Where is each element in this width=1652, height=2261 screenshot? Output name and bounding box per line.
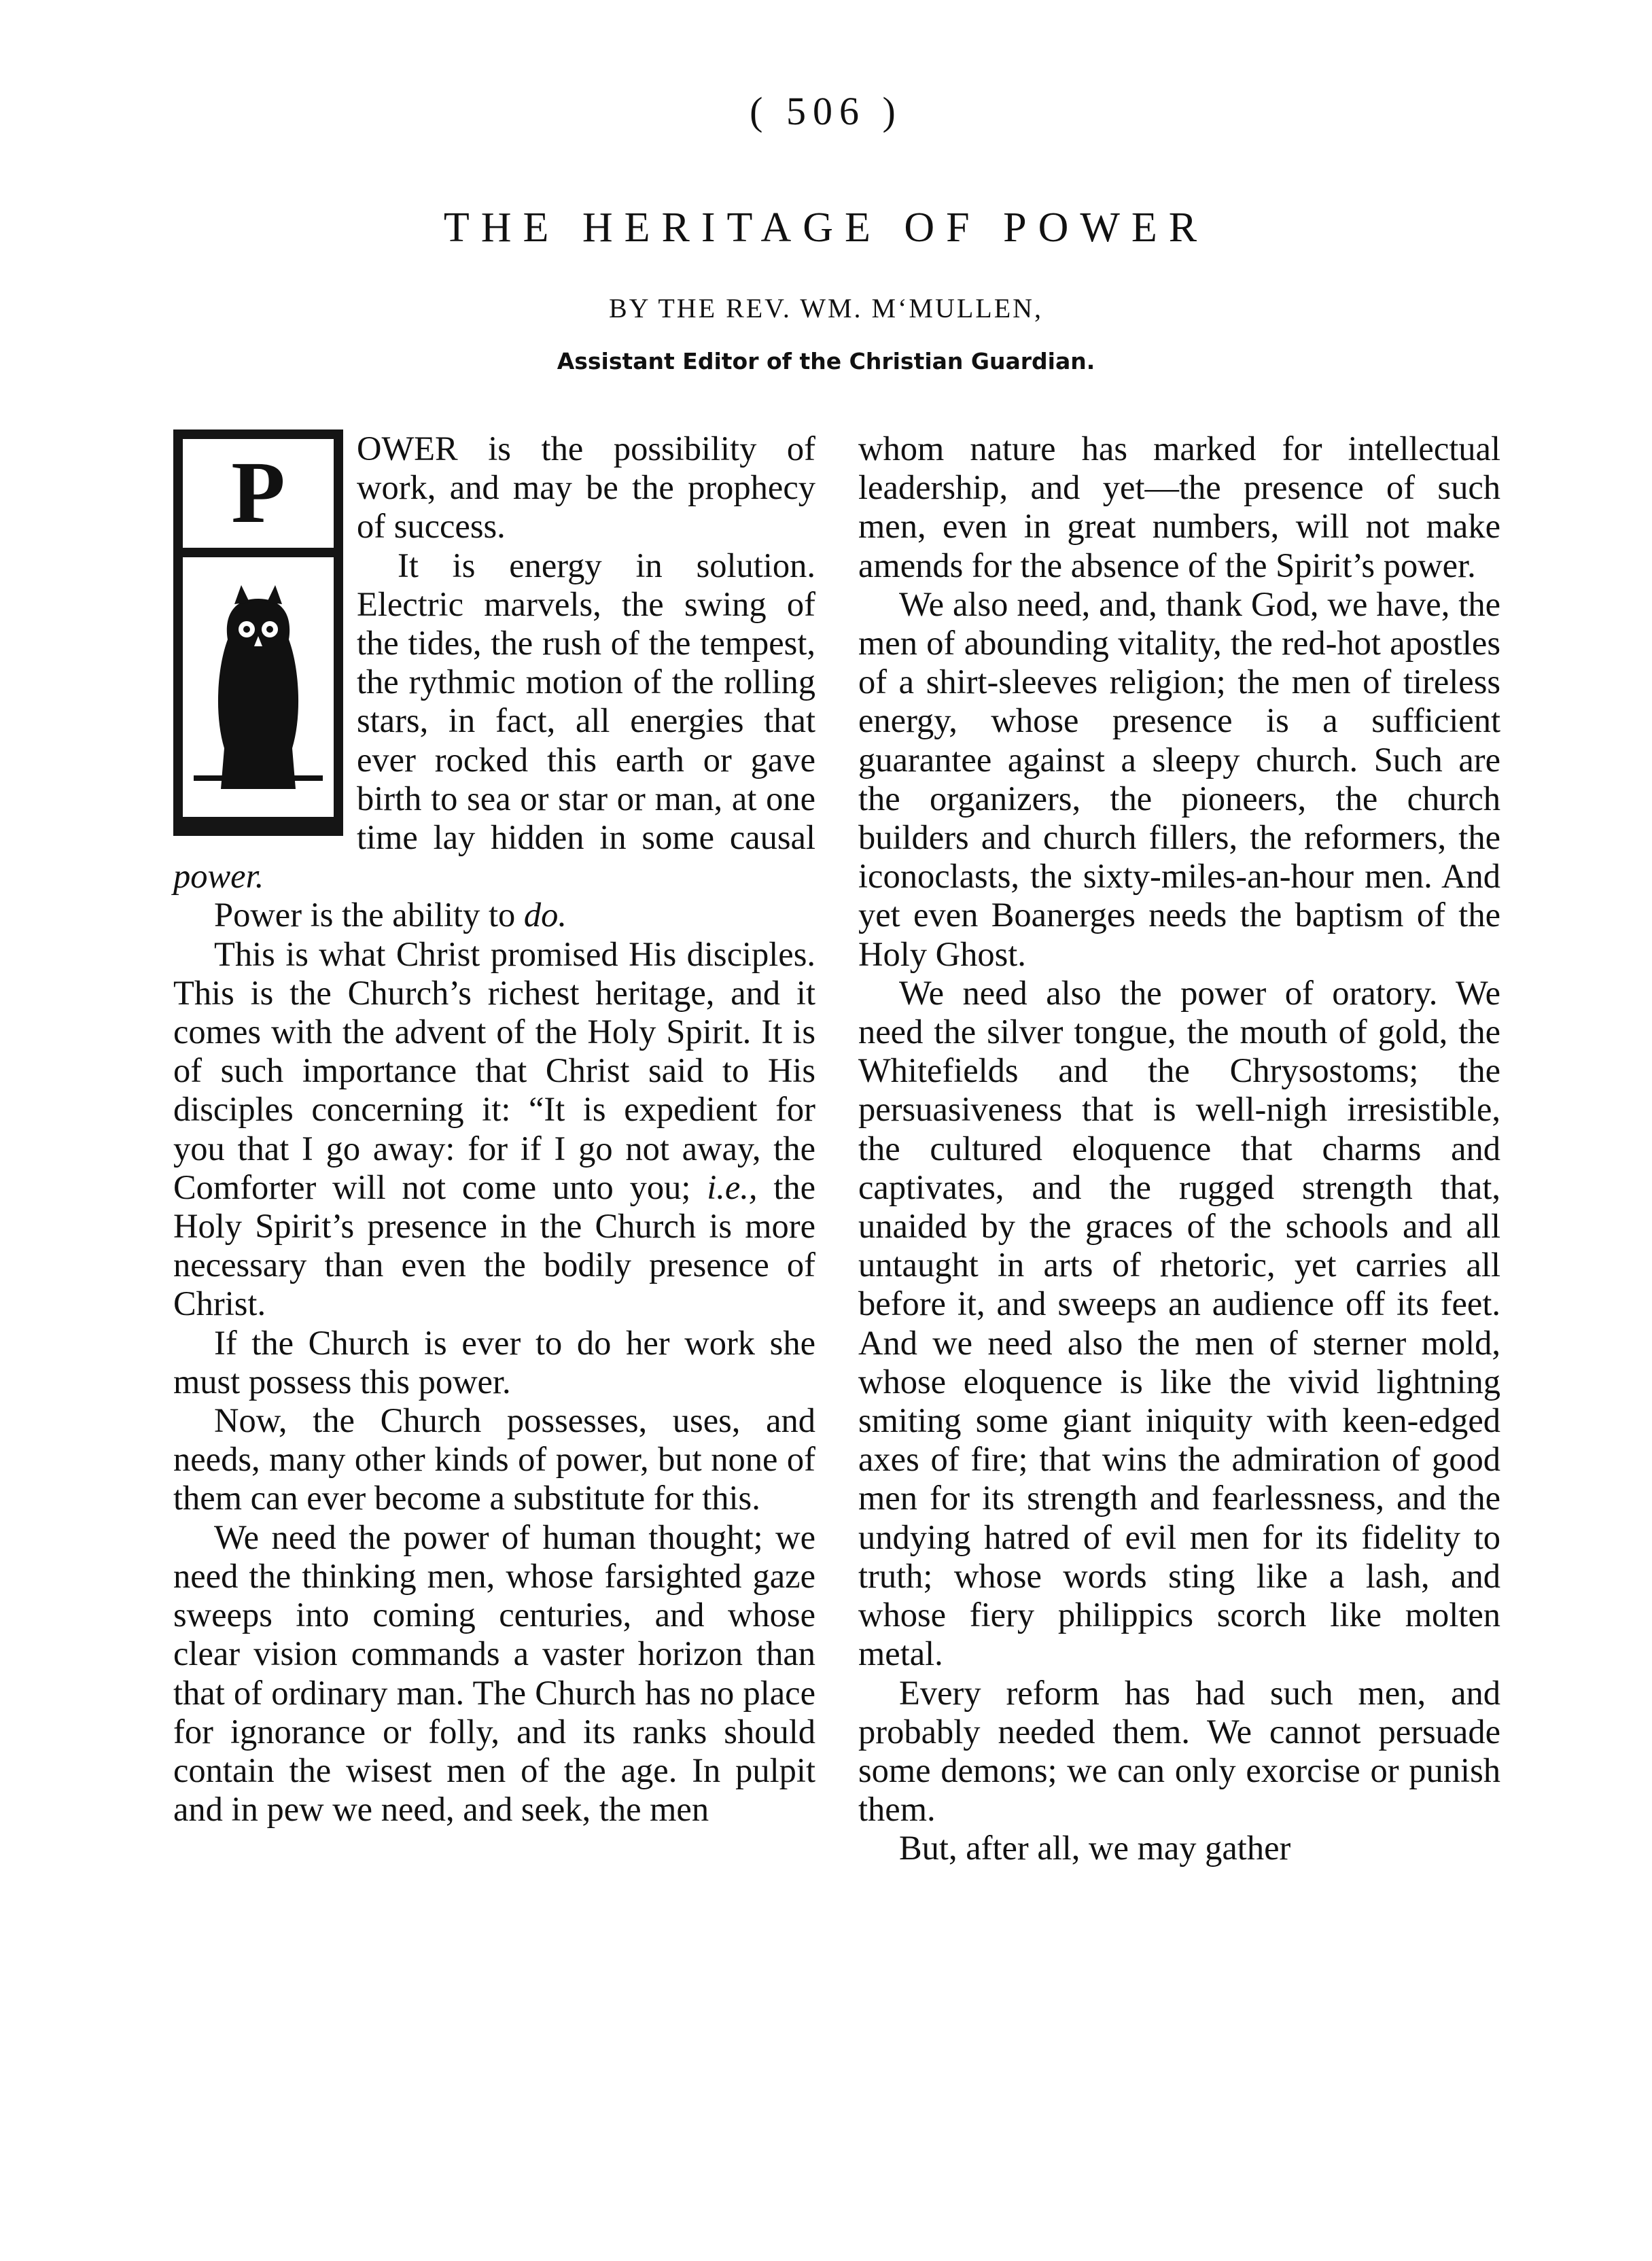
italic-text: i.e., — [707, 1168, 758, 1206]
paragraph: We need also the power of oratory. We need the silver tongue, the mouth of gold, the Whitefields and the Chrysostoms; the persuasiveness that is well-nigh irresistible, the cultured eloquence that charms and captivates, and the rugged strength that, unaided by the graces of the schools and all untaught in arts of rhetoric, yet carries all before it, and sweeps an audience off its feet. And we need also the men of sterner mold, whose eloquence is like the vivid lightning smiting some giant iniquity with keen-edged axes of fire; that wins the admiration of good men for its strength and fearlessness, and the undying hatred of evil men for its fidelity to truth; whose words sting like a lash, and whose fiery philippics scorch like molten metal. — [858, 973, 1500, 1673]
italic-text: do. — [523, 896, 567, 934]
drop-cap-ornament — [173, 430, 343, 836]
paragraph — [173, 935, 815, 1324]
page-number: ( 506 ) — [750, 89, 902, 133]
paragraph — [173, 896, 815, 934]
paragraph-text: It is energy in solution. Electric marvels, the swing of the tides, the rush of the tempest, the rythmic motion of the rolling stars, in fact, all energies that ever rocked this earth or gave birth to sea or star or man, at one time lay hidden in some causal — [357, 546, 815, 857]
paragraph: whom nature has marked for intellectual leadership, and yet—the presence of such men, even in great numbers, will not make amends for the absence of the Spirit’s power. — [858, 430, 1500, 584]
column-right — [858, 430, 1500, 1868]
author-affiliation: Assistant Editor of the Christian Guardian. — [557, 348, 1095, 374]
paragraph-text: Power is the ability to — [214, 896, 516, 934]
paragraph: But, after all, we may gather — [899, 1829, 1291, 1868]
column-left — [173, 430, 815, 1829]
owl-illustration-icon — [183, 557, 334, 817]
drop-cap-letter: P — [183, 439, 334, 548]
byline: BY THE REV. WM. M‘MULLEN, — [608, 293, 1044, 323]
paragraph: We also need, and, thank God, we have, the men of abounding vitality, the red-hot apostles of a shirt-sleeves religion; the men of tireless energy, whose presence is a sufficient guarantee against a sleepy church. Such are the organizers, the pioneers, the church builders and church fillers, the reformers, the iconoclasts, the sixty-miles-an-hour men. And yet even Boanerges needs the baptism of the Holy Ghost. — [858, 584, 1500, 973]
paragraph: We need the power of human thought; we need the thinking men, whose farsighted gaze sweeps into coming centuries, and whose clear vision commands a vaster horizon than that of ordinary man. The Church has no place for ignorance or folly, and its ranks should contain the wisest men of the age. In pulpit and in pew we need, and seek, the men — [173, 1518, 815, 1829]
article-title: THE HERITAGE OF POWER — [443, 205, 1209, 251]
paragraph: If the Church is ever to do her work she must possess this power. — [173, 1323, 815, 1401]
paragraph: Every reform has had such men, and probably needed them. We cannot persuade some demons; we can only exorcise or punish them. — [858, 1673, 1500, 1829]
italic-text: power. — [173, 857, 264, 896]
paragraph-text: This is what Christ promised His disciples. This is the Church’s richest heritage, and it comes with the advent of the Holy Spirit. It is of such importance that Christ said to His disciples concerning it: “It is expedient for you that I go away: for if I go not away, the Comforter will not come unto you; — [173, 934, 815, 1206]
paragraph-text: OWER is the possibility of work, and may be the prophecy of success. — [357, 430, 815, 546]
paragraph-text: the Holy Spirit’s presence in the Church is more necessary than even the bodily presence of Christ. — [173, 1168, 816, 1323]
paragraph: Now, the Church possesses, uses, and needs, many other kinds of power, but none of them can ever become a substitute for this. — [173, 1401, 815, 1518]
